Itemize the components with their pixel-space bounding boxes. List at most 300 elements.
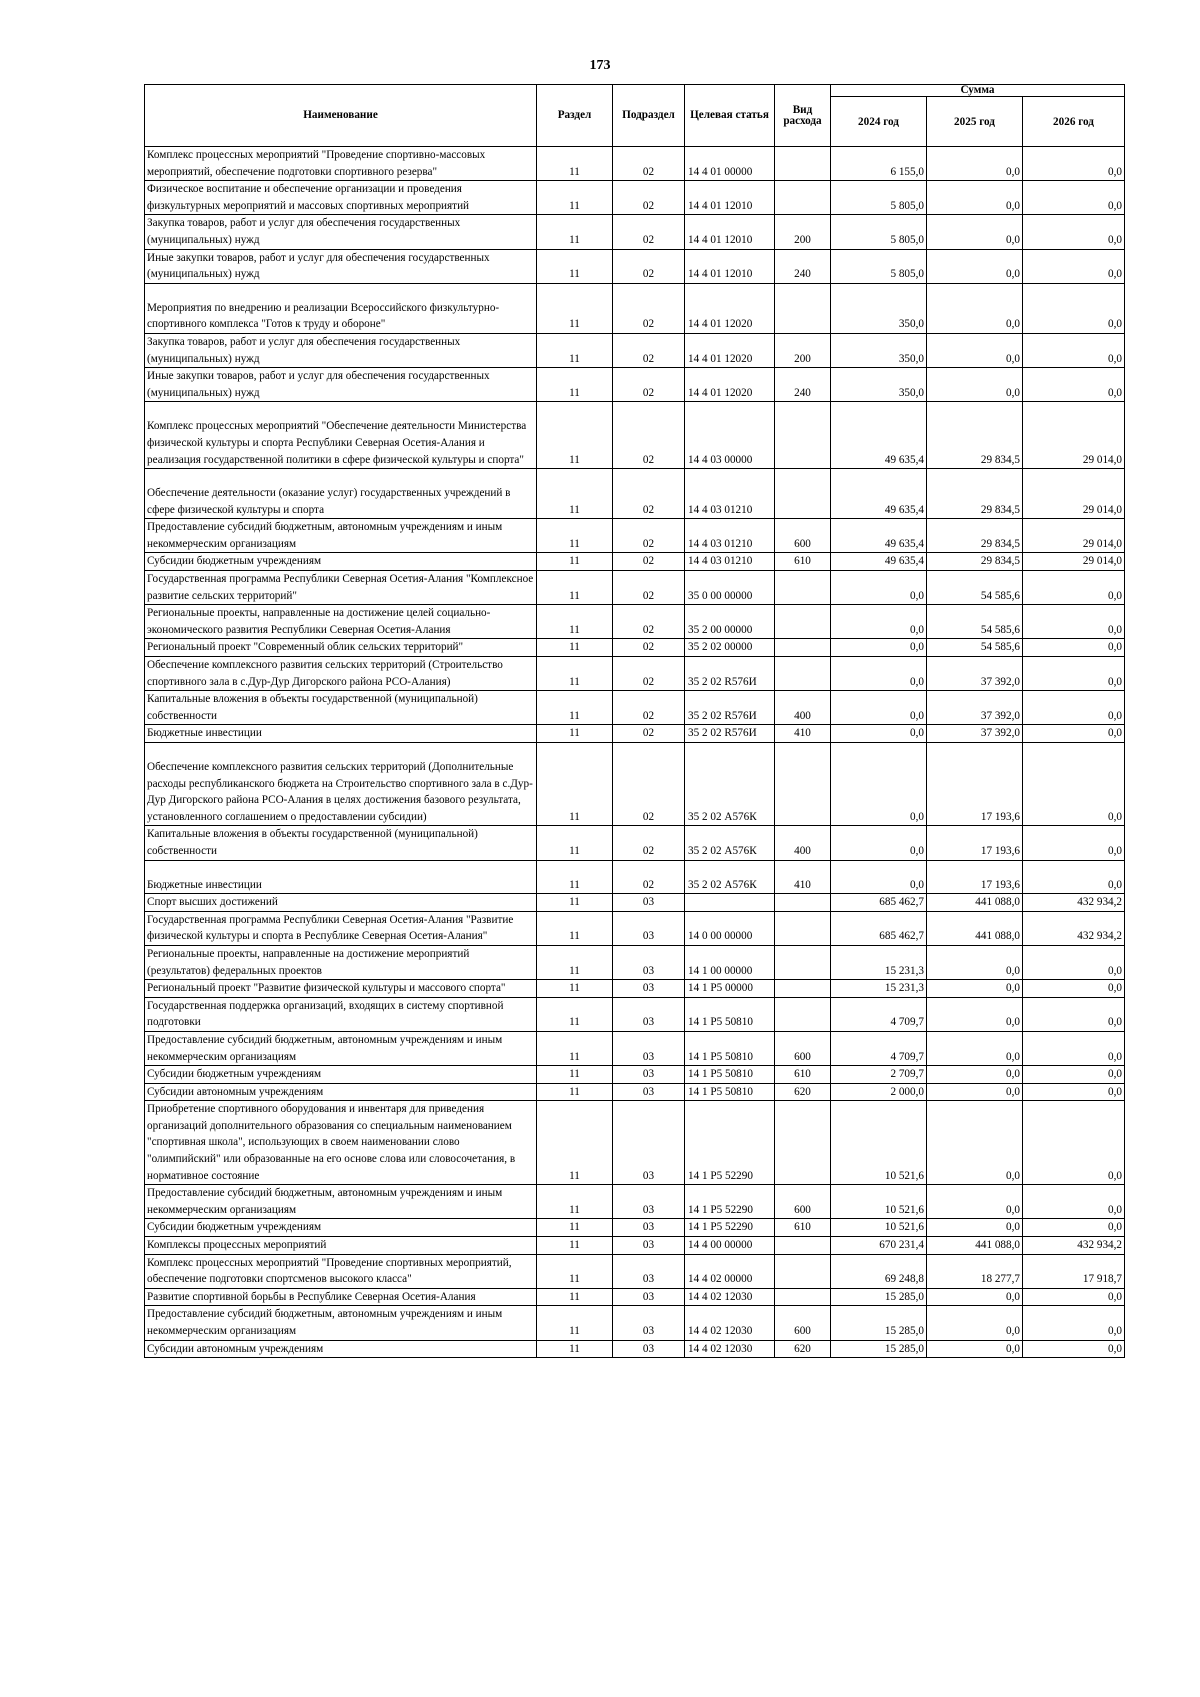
- header-expense-type: Вид расхода: [775, 85, 831, 147]
- row-2026: 0,0: [1023, 1066, 1125, 1084]
- table-row: [145, 657, 1125, 691]
- row-name: Бюджетные инвестиции: [145, 725, 537, 743]
- row-name: Комплекс процессных мероприятий "Проведение спортивно-массовых мероприятий, обеспечение подготовки спортивного резерва": [145, 147, 537, 181]
- row-2026: 0,0: [1023, 571, 1125, 605]
- row-name: Государственная программа Республики Северная Осетия-Алания "Комплексное развитие сельских территорий": [145, 571, 537, 605]
- table-row: [145, 553, 1125, 571]
- row-expense-type: 620: [775, 1083, 831, 1101]
- row-section: 11: [537, 639, 613, 657]
- row-name: Комплексы процессных мероприятий: [145, 1237, 537, 1255]
- row-2025: 0,0: [927, 333, 1023, 367]
- header-target: Целевая статья: [685, 85, 775, 147]
- row-2026: 0,0: [1023, 997, 1125, 1031]
- row-section: 11: [537, 1340, 613, 1358]
- row-name: Развитие спортивной борьбы в Республике Северная Осетия-Алания: [145, 1288, 537, 1306]
- header-2026: 2026 год: [1023, 97, 1125, 147]
- row-2026: 432 934,2: [1023, 911, 1125, 945]
- row-expense-type: 600: [775, 1031, 831, 1065]
- row-name: Капитальные вложения в объекты государственной (муниципальной) собственности: [145, 691, 537, 725]
- table-row: [145, 1288, 1125, 1306]
- row-target: 14 4 01 00000: [685, 147, 775, 181]
- table-row: [145, 911, 1125, 945]
- row-section: 11: [537, 1219, 613, 1237]
- row-2024: 0,0: [831, 571, 927, 605]
- row-section: 11: [537, 725, 613, 743]
- row-2024: 10 521,6: [831, 1219, 927, 1237]
- table-row: [145, 402, 1125, 469]
- row-subsection: 02: [613, 639, 685, 657]
- row-name: Региональный проект "Современный облик сельских территорий": [145, 639, 537, 657]
- row-subsection: 03: [613, 1306, 685, 1340]
- row-name: Субсидии автономным учреждениям: [145, 1340, 537, 1358]
- row-name: Субсидии бюджетным учреждениям: [145, 1219, 537, 1237]
- row-expense-type: [775, 402, 831, 469]
- row-target: 14 4 02 12030: [685, 1340, 775, 1358]
- row-target: 14 4 01 12020: [685, 283, 775, 333]
- row-expense-type: [775, 571, 831, 605]
- row-2024: 685 462,7: [831, 911, 927, 945]
- row-subsection: 03: [613, 1254, 685, 1288]
- row-2024: 15 231,3: [831, 980, 927, 998]
- table-row: [145, 147, 1125, 181]
- row-subsection: 02: [613, 469, 685, 519]
- row-target: 35 2 02 R576И: [685, 725, 775, 743]
- row-subsection: 02: [613, 657, 685, 691]
- row-2025: 0,0: [927, 181, 1023, 215]
- row-2026: 0,0: [1023, 1185, 1125, 1219]
- table-row: [145, 691, 1125, 725]
- row-subsection: 03: [613, 911, 685, 945]
- row-2025: 0,0: [927, 945, 1023, 979]
- row-name: Субсидии автономным учреждениям: [145, 1083, 537, 1101]
- row-section: 11: [537, 980, 613, 998]
- row-2024: 0,0: [831, 826, 927, 860]
- row-name: Предоставление субсидий бюджетным, автономным учреждениям и иным некоммерческим организациям: [145, 1185, 537, 1219]
- row-subsection: 03: [613, 997, 685, 1031]
- table-row: [145, 1031, 1125, 1065]
- row-2024: 15 285,0: [831, 1288, 927, 1306]
- row-section: 11: [537, 249, 613, 283]
- row-name: Закупка товаров, работ и услуг для обеспечения государственных (муниципальных) нужд: [145, 333, 537, 367]
- row-subsection: 02: [613, 571, 685, 605]
- row-expense-type: [775, 1101, 831, 1185]
- row-2024: 49 635,4: [831, 519, 927, 553]
- row-2024: 10 521,6: [831, 1185, 927, 1219]
- row-2026: 0,0: [1023, 691, 1125, 725]
- row-2024: 685 462,7: [831, 894, 927, 912]
- row-name: Закупка товаров, работ и услуг для обеспечения государственных (муниципальных) нужд: [145, 215, 537, 249]
- row-target: 14 4 03 01210: [685, 553, 775, 571]
- row-2025: 37 392,0: [927, 657, 1023, 691]
- row-target: 14 1 P5 50810: [685, 997, 775, 1031]
- row-2025: 0,0: [927, 249, 1023, 283]
- row-subsection: 02: [613, 283, 685, 333]
- row-target: 14 4 02 12030: [685, 1306, 775, 1340]
- row-section: 11: [537, 743, 613, 826]
- row-subsection: 03: [613, 980, 685, 998]
- table-row: [145, 571, 1125, 605]
- row-name: Физическое воспитание и обеспечение организации и проведения физкультурных мероприятий и массовых спортивных мероприятий: [145, 181, 537, 215]
- row-2026: 0,0: [1023, 181, 1125, 215]
- row-target: 35 2 02 00000: [685, 639, 775, 657]
- row-name: Спорт высших достижений: [145, 894, 537, 912]
- row-section: 11: [537, 826, 613, 860]
- row-name: Предоставление субсидий бюджетным, автономным учреждениям и иным некоммерческим организациям: [145, 519, 537, 553]
- row-2025: 0,0: [927, 1101, 1023, 1185]
- row-2026: 0,0: [1023, 860, 1125, 894]
- row-2026: 0,0: [1023, 368, 1125, 402]
- budget-table: [144, 84, 1125, 1358]
- table-row: [145, 469, 1125, 519]
- row-subsection: 02: [613, 826, 685, 860]
- row-2025: 0,0: [927, 1066, 1023, 1084]
- header-2024: 2024 год: [831, 97, 927, 147]
- row-2025: 37 392,0: [927, 691, 1023, 725]
- row-2024: 5 805,0: [831, 215, 927, 249]
- row-expense-type: 610: [775, 1219, 831, 1237]
- row-name: Обеспечение комплексного развития сельских территорий (Строительство спортивного зала в с.Дур-Дур Дигорского района РСО-Алания): [145, 657, 537, 691]
- row-2025: 0,0: [927, 368, 1023, 402]
- row-section: 11: [537, 1066, 613, 1084]
- row-2024: 10 521,6: [831, 1101, 927, 1185]
- table-row: [145, 333, 1125, 367]
- row-section: 11: [537, 911, 613, 945]
- row-section: 11: [537, 894, 613, 912]
- row-2026: 0,0: [1023, 605, 1125, 639]
- row-subsection: 02: [613, 743, 685, 826]
- row-2025: 17 193,6: [927, 826, 1023, 860]
- table-row: [145, 1306, 1125, 1340]
- table-row: [145, 894, 1125, 912]
- row-2026: 0,0: [1023, 826, 1125, 860]
- row-section: 11: [537, 997, 613, 1031]
- row-section: 11: [537, 147, 613, 181]
- row-name: Предоставление субсидий бюджетным, автономным учреждениям и иным некоммерческим организациям: [145, 1306, 537, 1340]
- row-2024: 0,0: [831, 860, 927, 894]
- table-row: [145, 1254, 1125, 1288]
- row-2025: 441 088,0: [927, 911, 1023, 945]
- row-2024: 350,0: [831, 368, 927, 402]
- table-row: [145, 945, 1125, 979]
- row-target: 14 4 03 01210: [685, 469, 775, 519]
- row-2026: 432 934,2: [1023, 894, 1125, 912]
- row-subsection: 03: [613, 1083, 685, 1101]
- table-row: [145, 605, 1125, 639]
- table-row: [145, 743, 1125, 826]
- row-2024: 670 231,4: [831, 1237, 927, 1255]
- row-name: Комплекс процессных мероприятий "Проведение спортивных мероприятий, обеспечение подготовки спортсменов высокого класса": [145, 1254, 537, 1288]
- row-target: 14 4 01 12020: [685, 333, 775, 367]
- row-section: 11: [537, 283, 613, 333]
- row-name: Бюджетные инвестиции: [145, 860, 537, 894]
- row-subsection: 02: [613, 605, 685, 639]
- row-subsection: 03: [613, 945, 685, 979]
- row-subsection: 02: [613, 860, 685, 894]
- row-2025: 29 834,5: [927, 519, 1023, 553]
- row-2026: 0,0: [1023, 980, 1125, 998]
- row-expense-type: [775, 997, 831, 1031]
- row-2025: 0,0: [927, 1306, 1023, 1340]
- row-target: 35 2 00 00000: [685, 605, 775, 639]
- row-subsection: 02: [613, 519, 685, 553]
- row-target: 14 4 01 12010: [685, 249, 775, 283]
- row-section: 11: [537, 1237, 613, 1255]
- row-expense-type: [775, 469, 831, 519]
- row-name: Иные закупки товаров, работ и услуг для обеспечения государственных (муниципальных) нужд: [145, 368, 537, 402]
- row-section: 11: [537, 553, 613, 571]
- row-expense-type: [775, 911, 831, 945]
- row-section: 11: [537, 402, 613, 469]
- row-2026: 0,0: [1023, 1083, 1125, 1101]
- row-2026: 432 934,2: [1023, 1237, 1125, 1255]
- header-subsection: Подраздел: [613, 85, 685, 147]
- row-subsection: 02: [613, 181, 685, 215]
- row-target: 14 1 P5 50810: [685, 1083, 775, 1101]
- row-subsection: 02: [613, 249, 685, 283]
- row-section: 11: [537, 657, 613, 691]
- row-2026: 29 014,0: [1023, 553, 1125, 571]
- row-2025: 29 834,5: [927, 469, 1023, 519]
- row-2026: 0,0: [1023, 1101, 1125, 1185]
- row-section: 11: [537, 1185, 613, 1219]
- table-row: [145, 283, 1125, 333]
- row-name: Региональные проекты, направленные на достижение целей социально-экономического развития Республики Северная Осетия-Алания: [145, 605, 537, 639]
- row-2026: 0,0: [1023, 1306, 1125, 1340]
- row-expense-type: 600: [775, 519, 831, 553]
- row-target: 14 4 03 00000: [685, 402, 775, 469]
- table-row: [145, 249, 1125, 283]
- row-2024: 0,0: [831, 725, 927, 743]
- row-name: Государственная программа Республики Северная Осетия-Алания "Развитие физической культуры и спорта в Республике Северная Осетия-Алания": [145, 911, 537, 945]
- row-target: 14 4 00 00000: [685, 1237, 775, 1255]
- row-target: 14 1 P5 50810: [685, 1066, 775, 1084]
- table-row: [145, 826, 1125, 860]
- row-section: 11: [537, 215, 613, 249]
- row-2026: 0,0: [1023, 945, 1125, 979]
- row-subsection: 02: [613, 147, 685, 181]
- row-section: 11: [537, 181, 613, 215]
- row-target: 14 4 01 12010: [685, 215, 775, 249]
- row-subsection: 02: [613, 725, 685, 743]
- row-2026: 0,0: [1023, 1288, 1125, 1306]
- row-subsection: 03: [613, 1237, 685, 1255]
- row-2025: 54 585,6: [927, 571, 1023, 605]
- row-2025: 54 585,6: [927, 605, 1023, 639]
- row-2024: 69 248,8: [831, 1254, 927, 1288]
- row-section: 11: [537, 605, 613, 639]
- header-section: Раздел: [537, 85, 613, 147]
- row-expense-type: 600: [775, 1185, 831, 1219]
- row-2024: 49 635,4: [831, 469, 927, 519]
- row-2025: 441 088,0: [927, 1237, 1023, 1255]
- row-name: Субсидии бюджетным учреждениям: [145, 553, 537, 571]
- row-target: 14 1 00 00000: [685, 945, 775, 979]
- row-2024: 49 635,4: [831, 553, 927, 571]
- row-name: Мероприятия по внедрению и реализации Всероссийского физкультурно-спортивного комплекса "Готов к труду и обороне": [145, 283, 537, 333]
- row-2025: 0,0: [927, 1288, 1023, 1306]
- row-2024: 2 709,7: [831, 1066, 927, 1084]
- row-2026: 0,0: [1023, 1219, 1125, 1237]
- table-row: [145, 639, 1125, 657]
- row-2026: 29 014,0: [1023, 402, 1125, 469]
- row-target: 35 2 02 R576И: [685, 657, 775, 691]
- row-name: Капитальные вложения в объекты государственной (муниципальной) собственности: [145, 826, 537, 860]
- row-2024: 4 709,7: [831, 1031, 927, 1065]
- table-row: [145, 181, 1125, 215]
- row-2024: 2 000,0: [831, 1083, 927, 1101]
- row-2024: 0,0: [831, 639, 927, 657]
- row-2024: 15 231,3: [831, 945, 927, 979]
- row-name: Субсидии бюджетным учреждениям: [145, 1066, 537, 1084]
- row-expense-type: [775, 283, 831, 333]
- row-2024: 15 285,0: [831, 1340, 927, 1358]
- header-name: Наименование: [145, 85, 537, 147]
- table-row: [145, 519, 1125, 553]
- table-header: [145, 85, 1125, 147]
- table-row: [145, 725, 1125, 743]
- row-2025: 0,0: [927, 1083, 1023, 1101]
- row-target: 35 0 00 00000: [685, 571, 775, 605]
- row-2025: 0,0: [927, 1340, 1023, 1358]
- row-2024: 4 709,7: [831, 997, 927, 1031]
- row-target: 14 0 00 00000: [685, 911, 775, 945]
- table-row: [145, 1083, 1125, 1101]
- row-2026: 0,0: [1023, 657, 1125, 691]
- row-2025: 0,0: [927, 283, 1023, 333]
- row-expense-type: [775, 605, 831, 639]
- row-subsection: 03: [613, 1031, 685, 1065]
- row-subsection: 03: [613, 1101, 685, 1185]
- row-target: 14 1 P5 52290: [685, 1101, 775, 1185]
- row-subsection: 03: [613, 1288, 685, 1306]
- row-subsection: 03: [613, 894, 685, 912]
- row-target: [685, 894, 775, 912]
- table-row: [145, 1101, 1125, 1185]
- row-2025: 0,0: [927, 1219, 1023, 1237]
- row-section: 11: [537, 1031, 613, 1065]
- row-name: Приобретение спортивного оборудования и инвентаря для приведения организаций дополнительного образования со специальным наименованием "спортивная школа", использующих в своем наименовании слово "олимпийский" или образованные на его основе слова или словосочетания, в нормативное состояние: [145, 1101, 537, 1185]
- row-2026: 0,0: [1023, 639, 1125, 657]
- row-section: 11: [537, 333, 613, 367]
- row-expense-type: [775, 657, 831, 691]
- row-expense-type: 240: [775, 249, 831, 283]
- row-target: 14 1 P5 52290: [685, 1219, 775, 1237]
- row-2026: 0,0: [1023, 333, 1125, 367]
- row-section: 11: [537, 1083, 613, 1101]
- table-row: [145, 1340, 1125, 1358]
- row-expense-type: [775, 639, 831, 657]
- row-2024: 0,0: [831, 691, 927, 725]
- row-expense-type: [775, 743, 831, 826]
- row-2024: 6 155,0: [831, 147, 927, 181]
- row-2024: 15 285,0: [831, 1306, 927, 1340]
- row-expense-type: [775, 1254, 831, 1288]
- row-target: 14 4 01 12020: [685, 368, 775, 402]
- row-subsection: 02: [613, 402, 685, 469]
- row-2024: 350,0: [831, 333, 927, 367]
- row-2025: 0,0: [927, 1031, 1023, 1065]
- table-row: [145, 980, 1125, 998]
- row-2025: 29 834,5: [927, 553, 1023, 571]
- row-target: 35 2 02 А576К: [685, 826, 775, 860]
- row-expense-type: 400: [775, 691, 831, 725]
- header-2025: 2025 год: [927, 97, 1023, 147]
- row-expense-type: [775, 181, 831, 215]
- row-2024: 49 635,4: [831, 402, 927, 469]
- row-name: Иные закупки товаров, работ и услуг для обеспечения государственных (муниципальных) нужд: [145, 249, 537, 283]
- row-name: Комплекс процессных мероприятий "Обеспечение деятельности Министерства физической культуры и спорта Республики Северная Осетия-Алания и реализация государственной политики в сфере физической культуры и спорта": [145, 402, 537, 469]
- row-section: 11: [537, 1288, 613, 1306]
- row-subsection: 02: [613, 333, 685, 367]
- row-2025: 54 585,6: [927, 639, 1023, 657]
- row-2026: 0,0: [1023, 147, 1125, 181]
- table-row: [145, 1185, 1125, 1219]
- row-target: 35 2 02 R576И: [685, 691, 775, 725]
- table-row: [145, 1066, 1125, 1084]
- row-2025: 0,0: [927, 997, 1023, 1031]
- row-expense-type: [775, 945, 831, 979]
- row-section: 11: [537, 945, 613, 979]
- row-section: 11: [537, 691, 613, 725]
- row-name: Предоставление субсидий бюджетным, автономным учреждениям и иным некоммерческим организациям: [145, 1031, 537, 1065]
- row-2025: 0,0: [927, 1185, 1023, 1219]
- row-target: 35 2 02 А576К: [685, 860, 775, 894]
- row-section: 11: [537, 860, 613, 894]
- row-2026: 0,0: [1023, 725, 1125, 743]
- row-target: 14 1 P5 50810: [685, 1031, 775, 1065]
- row-section: 11: [537, 1101, 613, 1185]
- table-row: [145, 997, 1125, 1031]
- row-2026: 0,0: [1023, 1340, 1125, 1358]
- row-expense-type: 410: [775, 725, 831, 743]
- row-expense-type: 410: [775, 860, 831, 894]
- row-2026: 0,0: [1023, 283, 1125, 333]
- row-expense-type: [775, 980, 831, 998]
- row-expense-type: 200: [775, 215, 831, 249]
- row-section: 11: [537, 519, 613, 553]
- row-name: Обеспечение деятельности (оказание услуг) государственных учреждений в сфере физической культуры и спорта: [145, 469, 537, 519]
- row-subsection: 02: [613, 215, 685, 249]
- row-subsection: 02: [613, 691, 685, 725]
- row-expense-type: 600: [775, 1306, 831, 1340]
- table-row: [145, 860, 1125, 894]
- row-2024: 0,0: [831, 657, 927, 691]
- table-row: [145, 1237, 1125, 1255]
- row-subsection: 03: [613, 1066, 685, 1084]
- row-expense-type: 610: [775, 1066, 831, 1084]
- row-section: 11: [537, 368, 613, 402]
- row-target: 14 4 02 12030: [685, 1288, 775, 1306]
- row-2025: 17 193,6: [927, 743, 1023, 826]
- row-target: 35 2 02 А576К: [685, 743, 775, 826]
- row-2025: 0,0: [927, 980, 1023, 998]
- table-row: [145, 368, 1125, 402]
- row-subsection: 02: [613, 553, 685, 571]
- row-target: 14 4 03 01210: [685, 519, 775, 553]
- row-2025: 0,0: [927, 215, 1023, 249]
- row-2025: 0,0: [927, 147, 1023, 181]
- row-section: 11: [537, 1254, 613, 1288]
- row-2026: 0,0: [1023, 743, 1125, 826]
- row-target: 14 4 02 00000: [685, 1254, 775, 1288]
- row-2026: 0,0: [1023, 1031, 1125, 1065]
- row-2026: 0,0: [1023, 215, 1125, 249]
- row-target: 14 1 P5 52290: [685, 1185, 775, 1219]
- row-2025: 441 088,0: [927, 894, 1023, 912]
- row-2024: 350,0: [831, 283, 927, 333]
- row-subsection: 03: [613, 1185, 685, 1219]
- row-expense-type: 200: [775, 333, 831, 367]
